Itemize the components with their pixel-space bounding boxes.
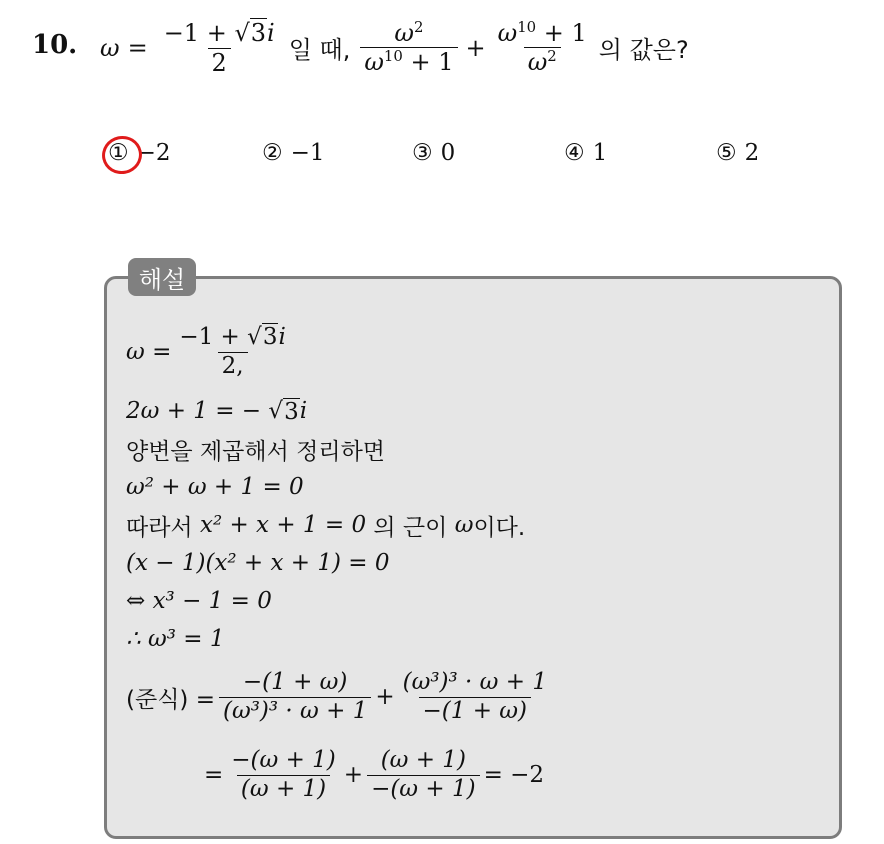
choice-3-symbol: ③ <box>412 140 433 166</box>
second-fraction-numerator-omega: ω <box>497 18 518 47</box>
solution-line-5: 따라서 x² + x + 1 = 0 의 근이 ω 이다. <box>126 512 526 541</box>
choice-2-value: −1 <box>290 140 325 166</box>
solution-fraction-1: $\frac{-(1 + \omega)}{\text{(ω³)³ · ω + 1}}$ <box>219 669 371 725</box>
solution-line-8: ∴ ω³ = 1 <box>126 626 225 652</box>
choice-4-value: 1 <box>592 140 608 166</box>
plus-one: + 1 <box>410 48 454 77</box>
first-fraction-numerator: ω <box>394 18 414 47</box>
choice-2-symbol: ② <box>262 140 283 166</box>
sqrt-radicand: 3 <box>250 19 267 47</box>
omega-fraction-numerator: −1 + √ 3 i <box>163 18 275 47</box>
exponent-2: 2 <box>413 17 424 36</box>
choice-4-symbol: ④ <box>564 140 585 166</box>
imaginary-unit: i <box>267 18 275 47</box>
second-fraction-denominator: ω <box>527 48 548 77</box>
choice-5[interactable] <box>716 140 759 166</box>
exponent-10-b: 10 <box>517 17 537 36</box>
exponent-2-b: 2 <box>547 47 557 66</box>
plus-sign: + <box>465 33 486 62</box>
omega-symbol: ω <box>100 33 120 62</box>
choice-5-symbol: ⑤ <box>716 140 737 166</box>
choice-3-value: 0 <box>440 140 456 166</box>
solution-result: = −2 <box>483 762 545 788</box>
numerator-text: −1 + <box>163 18 227 47</box>
solution-line-3: 양변을 제곱해서 정리하면 <box>126 438 386 465</box>
omega-fraction <box>160 18 279 78</box>
first-fraction-denominator-omega: ω <box>364 48 384 77</box>
question-tail-text: 의 값은? <box>598 36 689 65</box>
choice-1-value: −2 <box>136 140 171 166</box>
solution-fraction-3: $\frac{-(\omega + 1)}{(\omega + 1)}$ <box>231 746 336 802</box>
solution-line-10: = $\frac{-(\omega + 1)}{(\omega + 1)}$ + $\frac{(\omega + 1)}{-(\omega + 1)}$ = −2 <box>204 746 545 802</box>
equals-sign: = <box>127 33 148 62</box>
solution-line-7: ⇔ x³ − 1 = 0 <box>126 588 272 614</box>
question-mid-text: 일 때, <box>288 36 351 65</box>
plus-one-b: + 1 <box>543 18 587 47</box>
solution-line-6: (x − 1)(x² + x + 1) = 0 <box>126 550 390 576</box>
question-text <box>100 18 689 78</box>
solution-line-1: ω = −1 + √ 3 i 2, <box>126 312 555 392</box>
choice-2[interactable] <box>262 140 325 166</box>
answer-choices <box>100 140 800 176</box>
choice-1-symbol: ① <box>108 140 129 166</box>
omega-fraction-denominator: 2 <box>208 48 231 78</box>
solution-content <box>126 312 555 814</box>
solution-line-9: (준식) = $\frac{-(1 + \omega)}{\text{(ω³)³ · ω + 1}}$ + $\frac{\text{(ω³)³ · ω + 1}}{-(1 + \omega)}$ <box>126 658 555 736</box>
solution-tab: 해설 <box>128 258 196 296</box>
solution-fraction-4: $\frac{(\omega + 1)}{-(\omega + 1)}$ <box>367 747 480 803</box>
solution-omega-fraction: −1 + √ 3 i 2, <box>179 323 286 379</box>
choice-5-value: 2 <box>744 140 760 166</box>
question-number: 10. <box>32 30 78 60</box>
first-fraction <box>360 19 457 78</box>
second-fraction <box>494 19 591 78</box>
solution-line-4: ω² + ω + 1 = 0 <box>126 474 304 500</box>
choice-3[interactable] <box>412 140 455 166</box>
exponent-10: 10 <box>383 47 403 66</box>
solution-fraction-2: $\frac{\text{(ω³)³ · ω + 1}}{-(1 + \omega)}$ <box>402 668 547 724</box>
choice-4[interactable] <box>564 140 607 166</box>
solution-line-2: 2ω + 1 = − √ 3 i <box>126 398 308 425</box>
choice-1[interactable] <box>108 140 171 166</box>
